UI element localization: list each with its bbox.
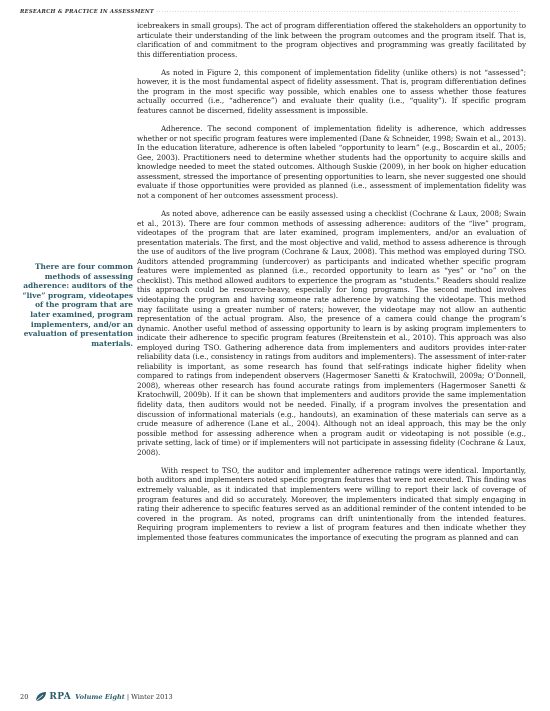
paragraph-2: As noted in Figure 2, this component of implementation fidelity (unlike others) is not “assessed”; however, it is the most fundamental aspect of fidelity assessment. That is, program differentiation defines the program in the most specific way possible, which enables one to assess whether those features actually occurred (i.e., “adherence”) and evaluate their quality (i.e., “quality”). If specific program features cannot be discerned, fidelity assessment is impossible. — [137, 67, 526, 115]
paragraph-4: As noted above, adherence can be easily assessed using a checklist (Cochrane & Laux, 2008; Swain et al., 2013). There are four common methods of assessing adherence: auditors of the “live” program, videotapes of the program that are later examined, program implementers, and/or an evaluation of presentation materials. The first, and the most objective and valid, method to assess adherence is through the use of auditors of the live program (Cochrane & Laux, 2008). This method was employed during TSO. Auditors attended programming (undercover) as participants and indicated whether specific program features were implemented as planned (i.e., recorded opportunity to learn as “yes” or “no” on the checklist). This method allowed auditors to experience the program as “students.” Readers should realize this approach could be resource-heavy, especially for long programs. The second method involves videotaping the program and having someone rate adherence by watching the videotape. This method may facilitate using a greater number of raters; however, the videotape may not allow an authentic representation of the actual program. Also, the presence of a camera could change the program’s dynamic. Another useful method of assessing opportunity to learn is by asking program implementers to indicate their adherence to specific program features (Breitenstein et al., 2010). This approach was also employed during TSO. Gathering adherence data from implementers and auditors provides inter-rater reliability data (i.e., consistency in ratings from auditors and implementers). The assessment of inter-rater reliability is important, as some research has found that self-ratings indicate higher fidelity when compared to ratings from independent observers (Hagermoser Sanetti & Kratochwill, 2009a; O’Donnell, 2008), whereas other research has found accurate ratings from implementers (Hagermoser Sanetti & Kratochwill, 2009b). If it can be shown that implementers and auditors provide the same implementation fidelity data, then auditors would not be needed. Finally, if a program involves the presentation and discussion of informational materials (e.g., handouts), an examination of these materials can serve as a crude measure of adherence (Lane et al., 2004). Although not an ideal approach, this may be the only possible method for assessing adherence when a program audit or videotaping is not possible (e.g., private setting, lack of time) or if implementers will not participate in assessing fidelity (Cochrane & Laux, 2008). — [137, 209, 526, 457]
rpa-logo-text: RPA — [49, 692, 72, 702]
paragraph-3: Adherence. The second component of implementation fidelity is adherence, which addresses whether or not specific program features were implemented (Dane & Schneider, 1998; Swain et al., 2013). In the education literature, adherence is often labeled “opportunity to learn” (e.g., Boscardin et al., 2005; Gee, 2003). Practitioners need to determine whether students had the opportunity to acquire skills and knowledge needed to meet the stated outcomes. Although Suskie (2009), in her book on higher education assessment, stressed the importance of presenting opportunities to learn, she never suggested one should evaluate if those opportunities were provided as planned (i.e., assessment of implementation fidelity was not a component of her outcomes assessment process). — [137, 124, 526, 200]
paragraph-1: icebreakers in small groups). The act of program differentiation offered the stakeholders an opportunity to articulate their understanding of the link between the program outcomes and the program itself. That is, clarification of and commitment to the program objectives and programming was greatly facilitated by this differentiation process. — [137, 21, 526, 59]
season-label: Winter 2013 — [131, 693, 173, 701]
running-head-title: RESEARCH & PRACTICE IN ASSESSMENT — [20, 9, 155, 15]
sidebar-pull-quote: There are four common methods of assessing adherence: auditors of the “live” program, videotapes of the program that are later examined, program implementers, and/or an evaluation of presentation materials. — [22, 262, 133, 348]
running-head — [20, 9, 530, 15]
paragraph-5: With respect to TSO, the auditor and implementer adherence ratings were identical. Importantly, both auditors and implementers noted specific program features that were not executed. This finding was extremely valuable, as it indicated that implementers were willing to report their lack of coverage of program features and did so accurately. Moreover, the implementers indicated that simply engaging in rating their adherence to specific features served as an additional reminder of the content intended to be covered in the program. As noted, programs can drift unintentionally from the intended features. Requiring program implementers to review a list of program features and then indicate whether they implemented those features communicates the importance of executing the program as planned and can — [137, 465, 526, 542]
page-number: 20 — [20, 693, 29, 701]
running-head-dots: ········································································································································· — [156, 9, 520, 15]
rpa-logo — [34, 691, 71, 703]
footer-separator: | — [126, 693, 130, 701]
rpa-leaf-icon — [34, 691, 48, 703]
volume-label: Volume Eight — [75, 693, 125, 701]
page-footer — [20, 690, 173, 704]
article-body — [137, 21, 526, 693]
